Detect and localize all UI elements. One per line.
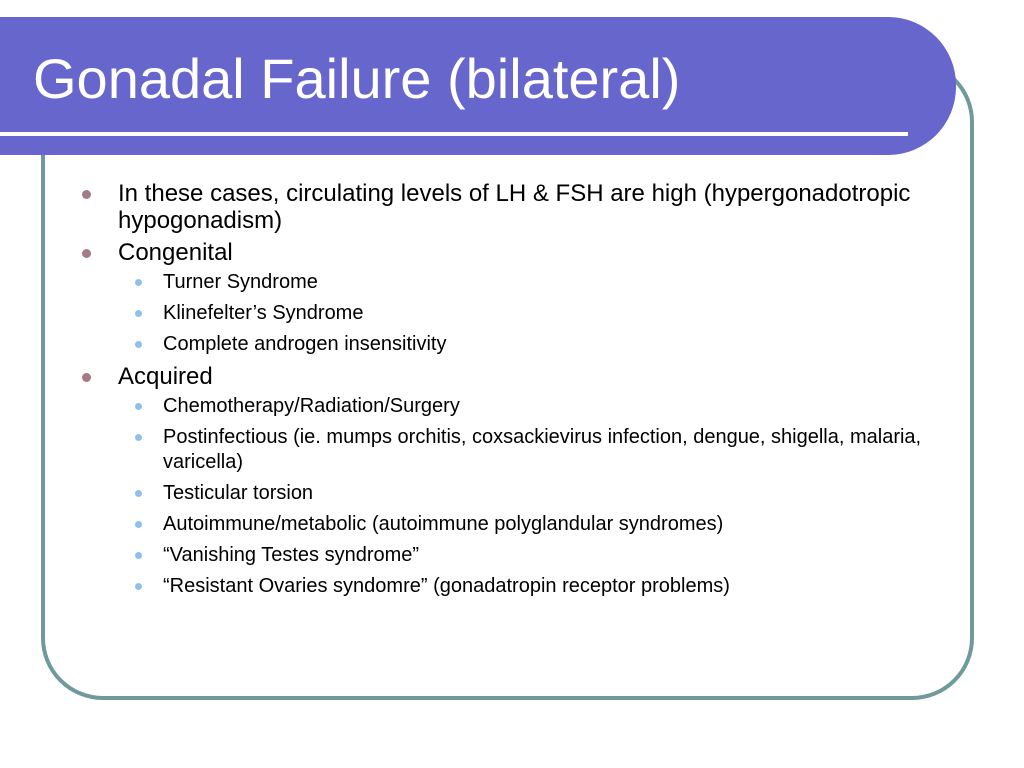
sub-bullet-item — [163, 394, 960, 419]
sub-bullet-item — [163, 301, 960, 326]
bullet-list — [80, 180, 960, 605]
sub-bullet-dot — [135, 310, 142, 317]
sub-bullet-text: Turner Syndrome — [163, 271, 318, 293]
bullet-dot — [82, 190, 91, 199]
sub-bullet-text: Testicular torsion — [163, 482, 314, 504]
bullet-text: Acquired — [118, 363, 213, 390]
sub-bullet-item — [163, 332, 960, 357]
sub-bullet-dot — [135, 521, 142, 528]
sub-bullet-item — [163, 270, 960, 295]
bullet-text: In these cases, circulating levels of LH & FSH are high (hypergonadotropic hypogonadism) — [118, 180, 911, 234]
sub-bullet-item — [163, 512, 960, 537]
sub-bullet-dot — [135, 434, 142, 441]
sub-bullet-text: Chemotherapy/Radiation/Surgery — [163, 395, 460, 417]
slide-title: Gonadal Failure (bilateral) — [33, 47, 681, 110]
sub-bullet-dot — [135, 552, 142, 559]
sub-bullet-text: Klinefelter’s Syndrome — [163, 302, 364, 324]
bullet-item — [80, 363, 960, 599]
sub-bullet-item — [163, 543, 960, 568]
sub-bullet-dot — [135, 490, 142, 497]
bullet-item — [80, 180, 960, 234]
sub-bullet-list — [118, 394, 960, 599]
sub-bullet-text: Autoimmune/metabolic (autoimmune polyglandular syndromes) — [163, 513, 724, 535]
sub-bullet-dot — [135, 279, 142, 286]
sub-bullet-text: Postinfectious (ie. mumps orchitis, coxsackievirus infection, dengue, shigella, malaria, varicella) — [163, 426, 922, 473]
bullet-text: Congenital — [118, 239, 233, 266]
sub-bullet-dot — [135, 341, 142, 348]
sub-bullet-item — [163, 425, 960, 475]
sub-bullet-dot — [135, 583, 142, 590]
bullet-dot — [82, 249, 91, 258]
sub-bullet-list — [118, 270, 960, 357]
title-underline — [0, 132, 908, 136]
bullet-dot — [82, 373, 91, 382]
bullet-item — [80, 239, 960, 357]
sub-bullet-dot — [135, 403, 142, 410]
sub-bullet-text: “Resistant Ovaries syndomre” (gonadatropin receptor problems) — [163, 575, 730, 597]
sub-bullet-item — [163, 574, 960, 599]
sub-bullet-item — [163, 481, 960, 506]
sub-bullet-text: Complete androgen insensitivity — [163, 333, 447, 355]
sub-bullet-text: “Vanishing Testes syndrome” — [163, 544, 420, 566]
